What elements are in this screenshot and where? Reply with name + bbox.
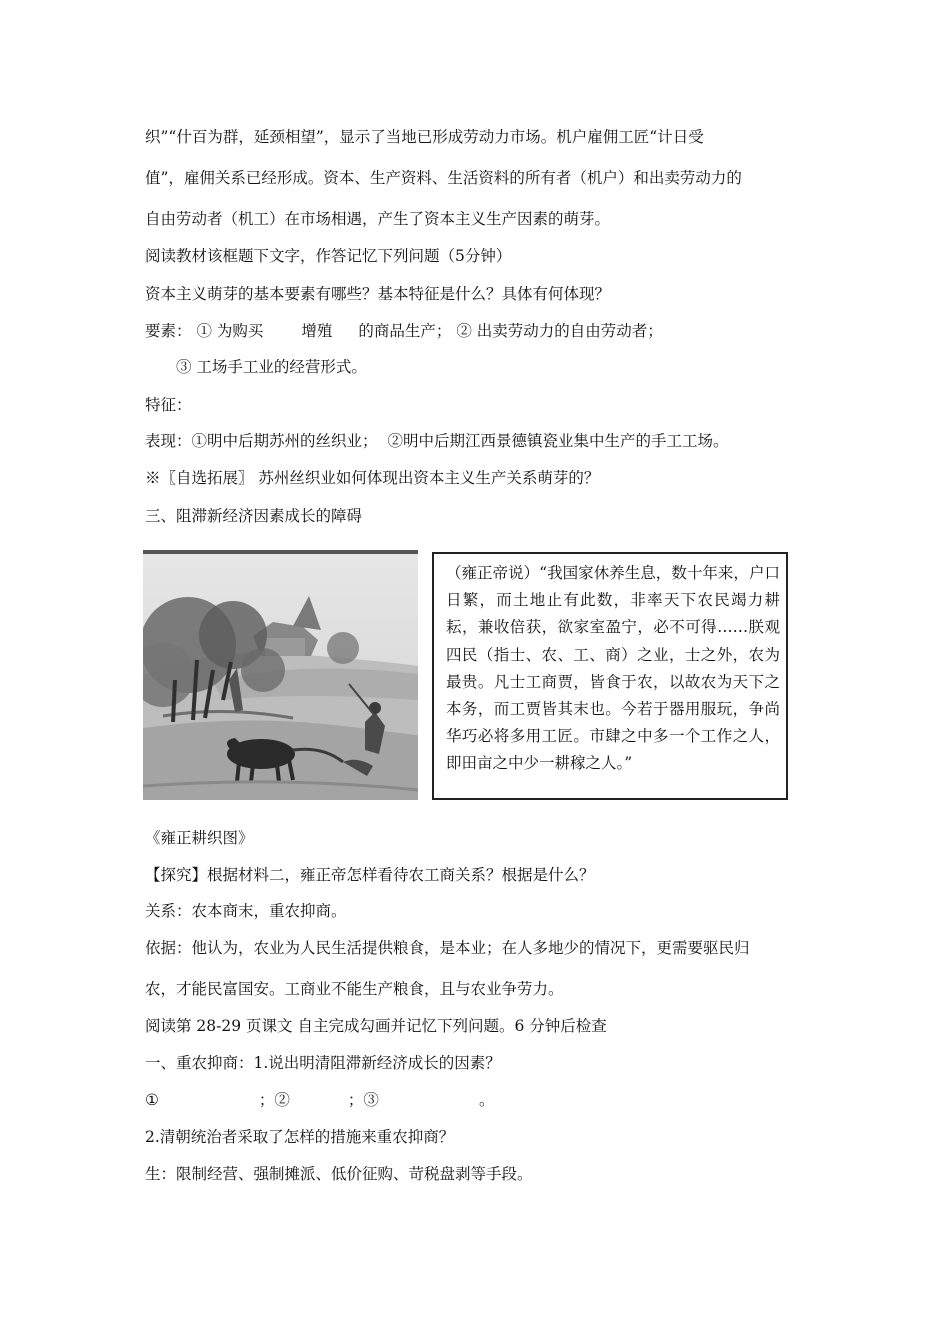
quote-box: （雍正帝说）“我国家休养生息，数十年来，户口日繁，而土地止有此数，非率天下农民竭力耕耘，兼收倍获，欲家室盈宁，必不可得……朕观四民（指士、农、工、商）之业，士之外，农为最贵。凡士工商贾，皆食于农，以故农为天下之本务，而工贾皆其末也。今若于器用服玩，争尚华巧必将多用工匠。市肆之中多一个工作之人，即田亩之中少一耕稼之人。” [432, 552, 788, 800]
features-label: 特征： [145, 396, 192, 414]
elements-item1-b: 增殖 [301, 322, 333, 340]
elements-item1-a: ① 为购买 [196, 322, 264, 340]
elements-item1-c: 的商品生产； [358, 322, 452, 340]
question: 一、重农抑商：1.说出明清阻滞新经济成长的因素？ [145, 1054, 501, 1072]
elements-item3: ③ 工场手工业的经营形式。 [176, 358, 367, 376]
manifest-label: 表现： [145, 432, 192, 450]
reading-instruction: 阅读第 28-29 页课文 自主完成勾画并记忆下列问题。6 分钟后检查 [145, 1017, 607, 1035]
blank-2-label: ；② [258, 1091, 290, 1109]
basis-line: 农，才能民富国安。工商业不能生产粮食，且与农业争劳力。 [145, 980, 564, 998]
manifest-item1: ①明中后期苏州的丝织业； [191, 432, 378, 450]
paragraph-line: 值”，雇佣关系已经形成。资本、生产资料、生活资料的所有者（机户）和出卖劳动力的 [145, 169, 742, 187]
question: 2.清朝统治者采取了怎样的措施来重农抑商？ [145, 1128, 455, 1146]
extension-question: ※〖自选拓展〗 苏州丝织业如何体现出资本主义生产关系萌芽的？ [145, 469, 600, 487]
blanks-line [145, 1089, 494, 1111]
reading-instruction: 阅读教材该框题下文字，作答记忆下列问题（5分钟） [145, 247, 512, 265]
blank-1-label: ① [145, 1091, 159, 1109]
manifestation-line [145, 430, 729, 452]
blank-end: 。 [478, 1091, 495, 1109]
manifest-item2: ②明中后期江西景德镇瓷业集中生产的手工工场。 [387, 432, 729, 450]
paragraph-line: 织”“什百为群，延颈相望”，显示了当地已形成劳动力市场。机户雇佣工匠“计日受 [145, 128, 704, 146]
section-title: 三、阻滞新经济因素成长的障碍 [145, 507, 363, 525]
farming-painting-image [143, 550, 418, 800]
relation-answer: 关系：农本商末，重农抑商。 [145, 902, 347, 920]
image-caption: 《雍正耕织图》 [145, 829, 254, 847]
elements-item2: ② 出卖劳动力的自由劳动者； [456, 322, 663, 340]
elements-label: 要素： [145, 322, 192, 340]
question: 资本主义萌芽的基本要素有哪些？基本特征是什么？具体有何体现？ [145, 285, 611, 303]
blank-3-label: ；③ [347, 1091, 379, 1109]
explore-question: 【探究】根据材料二，雍正帝怎样看待农工商关系？根据是什么？ [145, 866, 595, 884]
answer: 生：限制经营、强制摊派、低价征购、苛税盘剥等手段。 [145, 1165, 533, 1183]
paragraph-line: 自由劳动者（机工）在市场相遇，产生了资本主义生产因素的萌芽。 [145, 210, 611, 228]
basis-line: 依据：他认为，农业为人民生活提供粮食，是本业；在人多地少的情况下，更需要驱民归 [145, 939, 750, 957]
elements-line [145, 320, 663, 342]
